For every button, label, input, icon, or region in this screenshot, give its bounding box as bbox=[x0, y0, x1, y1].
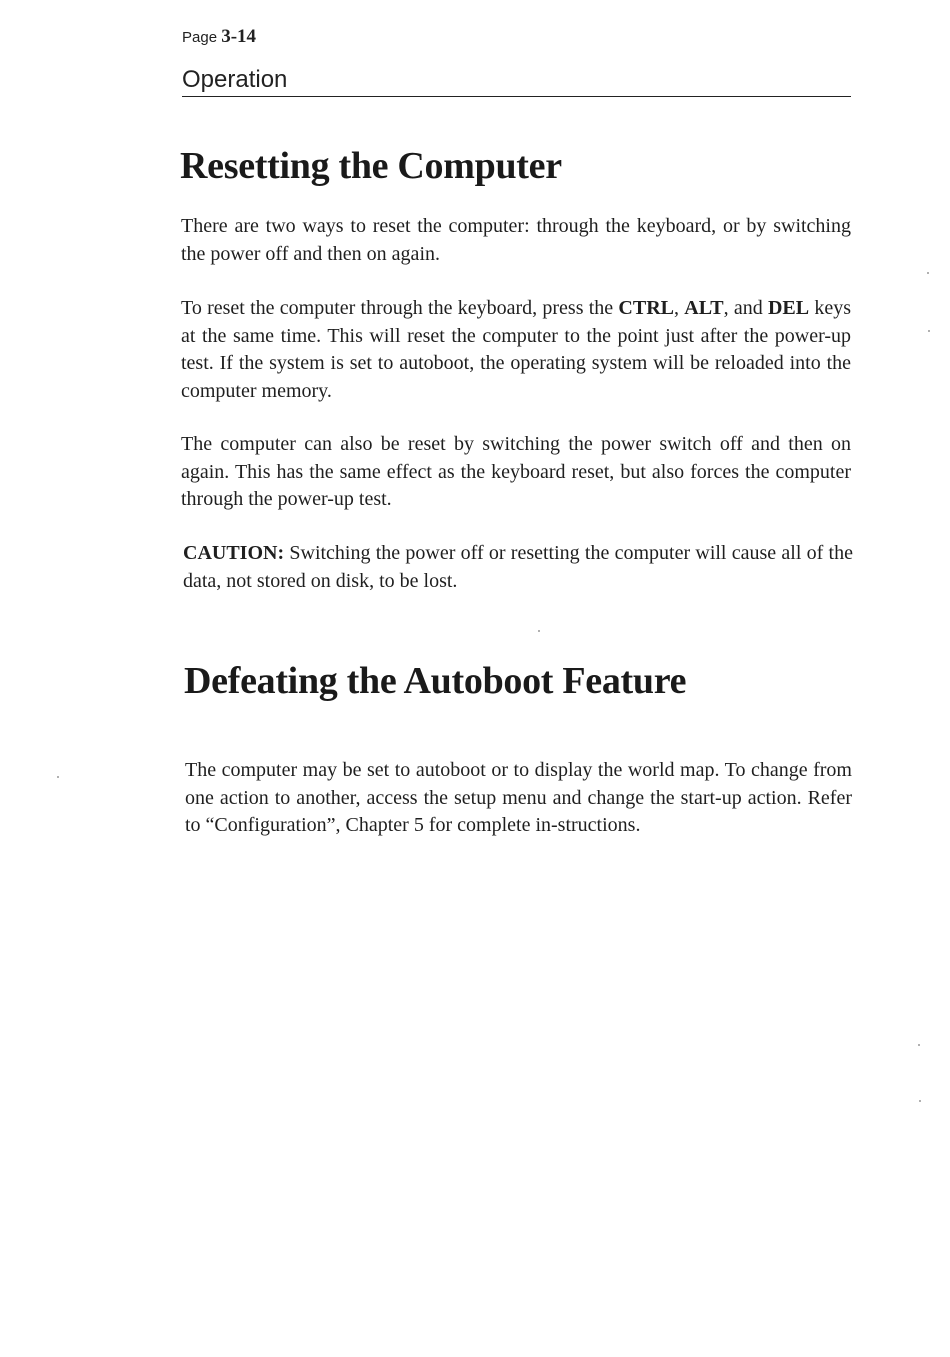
separator: , bbox=[674, 297, 685, 319]
key-del: DEL bbox=[767, 297, 810, 319]
page-number-value: 3-14 bbox=[221, 26, 257, 47]
key-alt: ALT bbox=[684, 297, 724, 319]
paragraph-text: To reset the computer through the keyboard, press the bbox=[181, 297, 619, 319]
paragraph-autoboot: The computer may be set to autoboot or to display the world map. To change from one action to another, access the setup menu and change the start-up action. Refer to “Configuration”, Chapter 5 for complete in-structions. bbox=[185, 759, 852, 836]
paragraph-keyboard-reset bbox=[181, 295, 851, 405]
caution-label: CAUTION: bbox=[183, 542, 285, 564]
caution-text: Switching the power off or resetting the computer will cause all of the data, not stored on disk, to be lost. bbox=[183, 542, 853, 592]
header-rule bbox=[182, 96, 851, 97]
scan-speck bbox=[538, 630, 540, 632]
scan-speck bbox=[919, 1100, 921, 1102]
paragraph-reset-ways: There are two ways to reset the computer: through the keyboard, or by switching the power off and then on again. bbox=[181, 215, 851, 265]
scan-speck bbox=[928, 330, 930, 332]
scan-speck bbox=[927, 272, 929, 274]
running-header-section: Operation bbox=[182, 66, 288, 93]
page-number bbox=[182, 26, 256, 48]
scan-speck bbox=[57, 776, 59, 778]
heading-defeating-autoboot: Defeating the Autoboot Feature bbox=[184, 660, 687, 702]
paragraph-text: keys at the same time. This will reset the computer to the point just after the power-up test. If the system is set to autoboot, the operating system will be reloaded into the computer memory. bbox=[181, 297, 851, 402]
paragraph-caution bbox=[183, 540, 853, 595]
heading-resetting-the-computer: Resetting the Computer bbox=[180, 145, 562, 187]
scan-speck bbox=[918, 1044, 920, 1046]
page-label: Page bbox=[182, 29, 218, 46]
paragraph-power-reset: The computer can also be reset by switching the power switch off and then on again. This has the same effect as the keyboard reset, but also forces the computer through the power-up test. bbox=[181, 433, 851, 510]
separator: , and bbox=[723, 297, 768, 319]
key-ctrl: CTRL bbox=[618, 297, 674, 319]
